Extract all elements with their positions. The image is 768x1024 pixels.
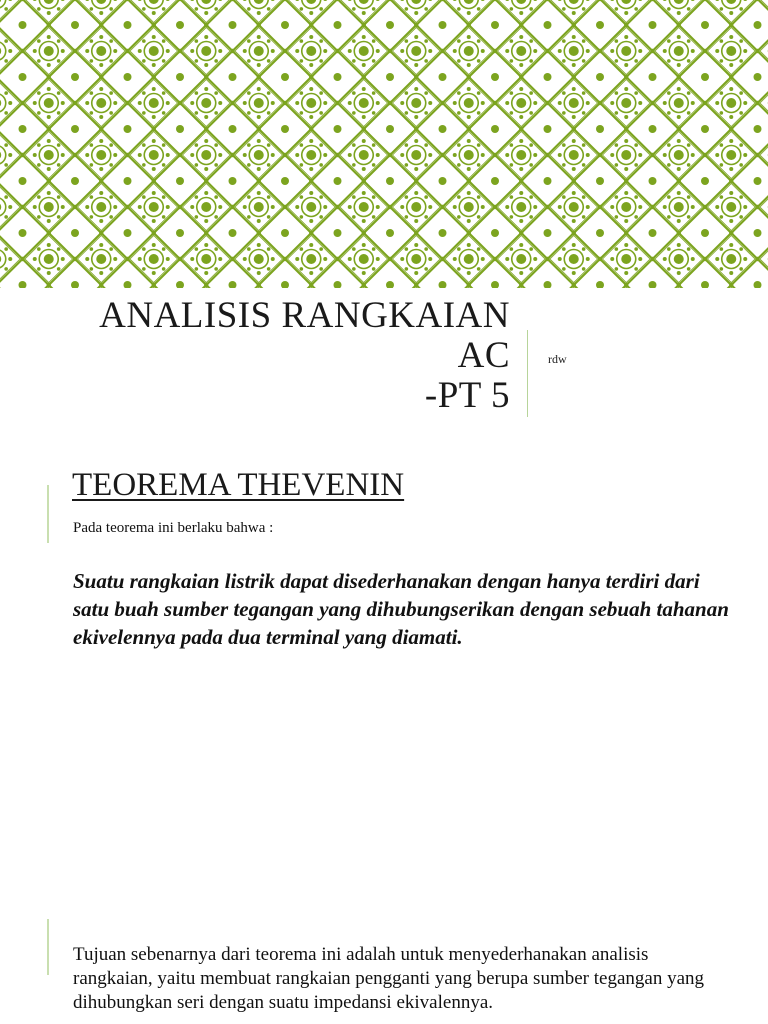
title-slide bbox=[0, 0, 768, 437]
author-subtitle: rdw bbox=[548, 352, 567, 366]
decorative-pattern-banner bbox=[0, 0, 768, 288]
slide-accent-bar bbox=[47, 919, 49, 975]
slide-teorema-thevenin bbox=[0, 437, 768, 907]
slide-tujuan bbox=[0, 907, 768, 1024]
theorem-statement: Suatu rangkaian listrik dapat disederhanakan dengan hanya terdiri dari satu buah sumber tegangan yang dihubungserikan dengan sebuah tahanan ekivelennya pada dua terminal yang diamati. bbox=[73, 569, 729, 649]
title-line-1: ANALISIS RANGKAIAN bbox=[99, 295, 510, 336]
slide-accent-bar bbox=[47, 485, 49, 543]
body-text: Tujuan sebenarnya dari teorema ini adalah untuk menyederhanakan analisis rangkaian, yaitu membuat rangkaian pengganti yang berupa sumber tegangan yang dihubungkan seri dengan suatu impedansi ekivalennya. bbox=[73, 944, 704, 1013]
title-line-3: -PT 5 bbox=[424, 375, 510, 416]
title-line-2: AC bbox=[457, 335, 510, 376]
title-divider bbox=[527, 330, 528, 417]
slide-heading: TEOREMA THEVENIN bbox=[72, 467, 405, 503]
presentation-title bbox=[99, 296, 510, 416]
intro-text: Pada teorema ini berlaku bahwa : bbox=[73, 520, 274, 536]
